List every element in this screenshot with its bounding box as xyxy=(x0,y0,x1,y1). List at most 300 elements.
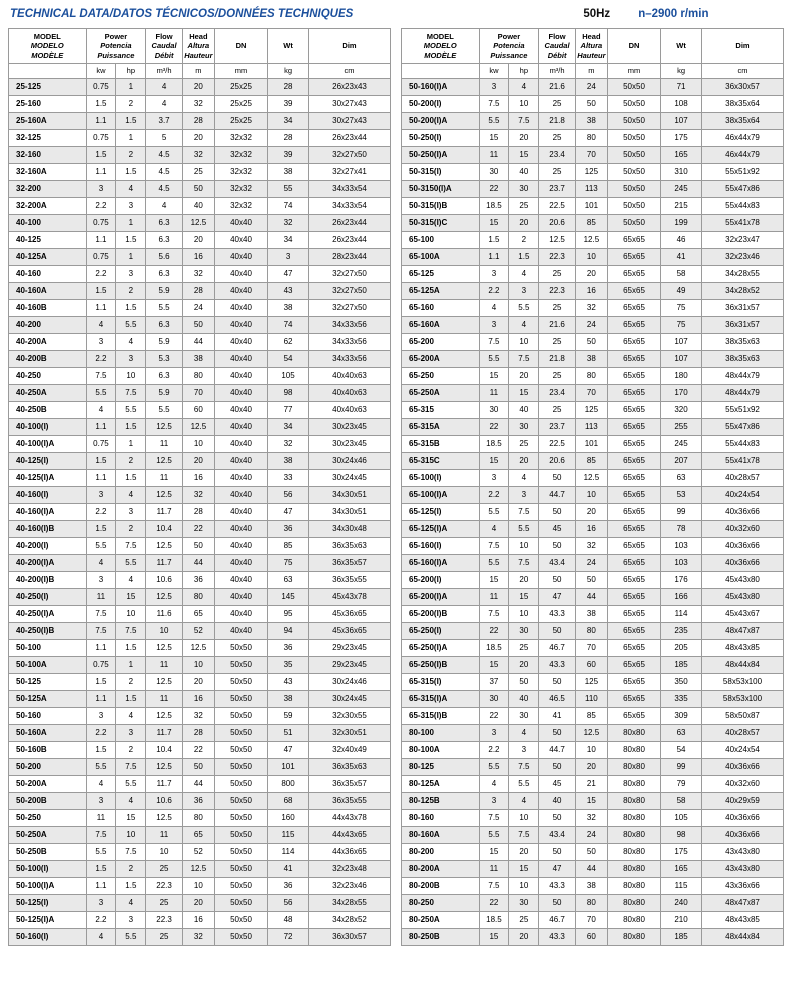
cell-model: 65-160A xyxy=(402,317,480,334)
cell-power-kw: 2.2 xyxy=(86,725,116,742)
cell-model: 40-250(I)A xyxy=(9,606,87,623)
cell-model: 40-160(I)B xyxy=(9,521,87,538)
cell-head: 38 xyxy=(575,878,607,895)
cell-power-kw: 4 xyxy=(479,776,509,793)
cell-flow: 47 xyxy=(539,589,576,606)
table-row xyxy=(402,368,784,385)
cell-head: 110 xyxy=(575,691,607,708)
cell-power-hp: 5.5 xyxy=(116,929,146,946)
cell-wt: 185 xyxy=(661,929,702,946)
cell-flow: 22.5 xyxy=(539,198,576,215)
cell-wt: 800 xyxy=(268,776,309,793)
table-row xyxy=(9,623,391,640)
cell-power-hp: 2 xyxy=(116,147,146,164)
cell-dim: 34x30x48 xyxy=(309,521,391,538)
table-row xyxy=(402,164,784,181)
cell-dn: 40x40 xyxy=(214,351,267,368)
cell-dn: 80x80 xyxy=(607,759,660,776)
cell-power-kw: 7.5 xyxy=(86,606,116,623)
cell-model: 40-100 xyxy=(9,215,87,232)
cell-dim: 38x35x63 xyxy=(702,351,784,368)
table-row xyxy=(402,895,784,912)
cell-power-kw: 7.5 xyxy=(86,827,116,844)
cell-wt: 94 xyxy=(268,623,309,640)
cell-flow: 4.5 xyxy=(146,181,183,198)
cell-power-kw: 30 xyxy=(479,691,509,708)
cell-flow: 10.4 xyxy=(146,521,183,538)
cell-model: 65-200(I) xyxy=(402,572,480,589)
cell-power-hp: 4 xyxy=(509,317,539,334)
cell-model: 50-250B xyxy=(9,844,87,861)
cell-dim: 40x36x66 xyxy=(702,827,784,844)
cell-model: 80-200B xyxy=(402,878,480,895)
cell-flow: 11 xyxy=(146,691,183,708)
cell-head: 20 xyxy=(575,266,607,283)
unit-head: m xyxy=(182,64,214,79)
cell-power-kw: 3 xyxy=(479,317,509,334)
cell-model: 65-315(I) xyxy=(402,674,480,691)
cell-power-kw: 1.5 xyxy=(86,283,116,300)
cell-dim: 34x30x51 xyxy=(309,504,391,521)
cell-model: 65-160(I)A xyxy=(402,555,480,572)
cell-power-kw: 11 xyxy=(479,147,509,164)
table-row xyxy=(402,249,784,266)
cell-model: 50-200(I)A xyxy=(402,113,480,130)
table-row xyxy=(402,912,784,929)
unit-model xyxy=(402,64,480,79)
cell-power-kw: 5.5 xyxy=(479,759,509,776)
cell-flow: 4 xyxy=(146,79,183,96)
cell-wt: 32 xyxy=(268,215,309,232)
cell-head: 101 xyxy=(575,436,607,453)
cell-dim: 48x44x84 xyxy=(702,929,784,946)
cell-model: 65-200(I)A xyxy=(402,589,480,606)
cell-power-hp: 40 xyxy=(509,691,539,708)
cell-power-hp: 25 xyxy=(509,436,539,453)
unit-power-kw: kw xyxy=(479,64,509,79)
cell-power-hp: 3 xyxy=(509,742,539,759)
cell-wt: 34 xyxy=(268,113,309,130)
cell-model: 65-315A xyxy=(402,419,480,436)
cell-power-hp: 3 xyxy=(509,487,539,504)
cell-flow: 43.3 xyxy=(539,878,576,895)
cell-power-hp: 5.5 xyxy=(116,776,146,793)
cell-dim: 32x23x46 xyxy=(309,878,391,895)
cell-head: 85 xyxy=(575,215,607,232)
table-row xyxy=(9,759,391,776)
cell-power-kw: 0.75 xyxy=(86,130,116,147)
cell-head: 20 xyxy=(575,504,607,521)
cell-wt: 175 xyxy=(661,844,702,861)
cell-head: 50 xyxy=(575,334,607,351)
cell-flow: 23.4 xyxy=(539,147,576,164)
cell-dn: 65x65 xyxy=(607,249,660,266)
cell-power-hp: 3 xyxy=(116,198,146,215)
cell-power-hp: 7.5 xyxy=(509,113,539,130)
cell-flow: 50 xyxy=(539,538,576,555)
cell-flow: 10 xyxy=(146,844,183,861)
cell-power-kw: 4 xyxy=(479,521,509,538)
cell-dim: 48x43x85 xyxy=(702,912,784,929)
cell-model: 50-160(I)A xyxy=(402,79,480,96)
cell-model: 50-200 xyxy=(9,759,87,776)
cell-power-hp: 10 xyxy=(509,538,539,555)
cell-wt: 175 xyxy=(661,130,702,147)
cell-model: 50-125(I)A xyxy=(9,912,87,929)
cell-wt: 350 xyxy=(661,674,702,691)
table-row xyxy=(402,691,784,708)
cell-dn: 50x50 xyxy=(607,130,660,147)
cell-dn: 50x50 xyxy=(214,793,267,810)
cell-model: 80-125 xyxy=(402,759,480,776)
cell-power-hp: 10 xyxy=(509,334,539,351)
table-row xyxy=(9,232,391,249)
cell-head: 12.5 xyxy=(182,419,214,436)
table-row xyxy=(9,487,391,504)
cell-power-hp: 4 xyxy=(509,470,539,487)
cell-flow: 25 xyxy=(539,402,576,419)
cell-flow: 10.4 xyxy=(146,742,183,759)
cell-wt: 75 xyxy=(661,317,702,334)
cell-head: 10 xyxy=(575,742,607,759)
cell-dn: 40x40 xyxy=(214,487,267,504)
column-header-dim: Dim xyxy=(309,29,391,64)
cell-dn: 65x65 xyxy=(607,266,660,283)
cell-power-hp: 30 xyxy=(509,708,539,725)
table-row xyxy=(9,79,391,96)
cell-power-hp: 7.5 xyxy=(509,351,539,368)
cell-wt: 68 xyxy=(268,793,309,810)
cell-dim: 34x33x54 xyxy=(309,198,391,215)
cell-power-hp: 20 xyxy=(509,130,539,147)
cell-wt: 165 xyxy=(661,147,702,164)
cell-wt: 38 xyxy=(268,691,309,708)
cell-model: 80-200 xyxy=(402,844,480,861)
cell-dim: 36x31x57 xyxy=(702,300,784,317)
cell-dim: 32x40x49 xyxy=(309,742,391,759)
cell-dn: 80x80 xyxy=(607,793,660,810)
cell-dim: 36x35x55 xyxy=(309,793,391,810)
cell-wt: 170 xyxy=(661,385,702,402)
cell-head: 12.5 xyxy=(182,640,214,657)
cell-wt: 108 xyxy=(661,96,702,113)
cell-power-hp: 20 xyxy=(509,844,539,861)
cell-dim: 30x24x46 xyxy=(309,453,391,470)
table-row xyxy=(402,623,784,640)
cell-head: 32 xyxy=(182,266,214,283)
table-row xyxy=(9,810,391,827)
cell-power-hp: 15 xyxy=(509,861,539,878)
cell-power-kw: 2.2 xyxy=(86,912,116,929)
cell-dim: 34x33x56 xyxy=(309,334,391,351)
table-row xyxy=(402,708,784,725)
cell-head: 38 xyxy=(575,351,607,368)
table-row xyxy=(9,708,391,725)
cell-model: 32-160 xyxy=(9,147,87,164)
cell-flow: 46.7 xyxy=(539,912,576,929)
cell-dim: 36x30x57 xyxy=(309,929,391,946)
cell-dim: 34x30x51 xyxy=(309,487,391,504)
table-body-right xyxy=(402,79,784,946)
cell-flow: 40 xyxy=(539,793,576,810)
table-row xyxy=(402,385,784,402)
cell-head: 16 xyxy=(575,283,607,300)
cell-power-kw: 18.5 xyxy=(479,912,509,929)
cell-model: 40-125(I) xyxy=(9,453,87,470)
cell-dn: 40x40 xyxy=(214,232,267,249)
cell-head: 10 xyxy=(182,436,214,453)
cell-wt: 107 xyxy=(661,351,702,368)
cell-flow: 45 xyxy=(539,521,576,538)
cell-power-hp: 7.5 xyxy=(509,827,539,844)
cell-flow: 12.5 xyxy=(146,453,183,470)
cell-head: 16 xyxy=(182,912,214,929)
cell-dim: 38x35x63 xyxy=(702,334,784,351)
cell-dn: 40x40 xyxy=(214,368,267,385)
table-unit-row xyxy=(9,64,391,79)
cell-model: 50-160B xyxy=(9,742,87,759)
cell-dim: 32x27x50 xyxy=(309,266,391,283)
cell-power-hp: 1 xyxy=(116,130,146,147)
cell-wt: 74 xyxy=(268,317,309,334)
cell-power-hp: 2 xyxy=(116,674,146,691)
cell-wt: 28 xyxy=(268,79,309,96)
cell-wt: 54 xyxy=(268,351,309,368)
cell-model: 50-160 xyxy=(9,708,87,725)
table-row xyxy=(402,776,784,793)
cell-power-kw: 4 xyxy=(86,317,116,334)
cell-power-kw: 0.75 xyxy=(86,657,116,674)
cell-dn: 65x65 xyxy=(607,589,660,606)
table-row xyxy=(402,487,784,504)
column-header-flow: Flow Caudal Débit xyxy=(146,29,183,64)
cell-dn: 50x50 xyxy=(214,827,267,844)
cell-dim: 40x40x63 xyxy=(309,368,391,385)
cell-dim: 26x23x44 xyxy=(309,215,391,232)
cell-model: 50-100A xyxy=(9,657,87,674)
cell-flow: 10.6 xyxy=(146,793,183,810)
cell-head: 22 xyxy=(182,742,214,759)
cell-power-kw: 7.5 xyxy=(479,538,509,555)
cell-flow: 50 xyxy=(539,759,576,776)
cell-dim: 34x28x52 xyxy=(309,912,391,929)
cell-wt: 99 xyxy=(661,504,702,521)
cell-flow: 11.7 xyxy=(146,725,183,742)
cell-dn: 50x50 xyxy=(607,181,660,198)
cell-model: 50-315(I)B xyxy=(402,198,480,215)
cell-model: 65-160 xyxy=(402,300,480,317)
cell-wt: 98 xyxy=(661,827,702,844)
table-row xyxy=(9,657,391,674)
cell-dn: 25x25 xyxy=(214,79,267,96)
cell-head: 80 xyxy=(182,589,214,606)
unit-head: m xyxy=(575,64,607,79)
cell-dn: 32x32 xyxy=(214,130,267,147)
cell-dn: 65x65 xyxy=(607,470,660,487)
cell-dim: 55x47x86 xyxy=(702,419,784,436)
cell-power-kw: 15 xyxy=(479,453,509,470)
table-header-row xyxy=(402,29,784,64)
cell-power-hp: 20 xyxy=(509,929,539,946)
cell-power-kw: 22 xyxy=(479,419,509,436)
table-row xyxy=(402,589,784,606)
cell-head: 20 xyxy=(182,79,214,96)
cell-flow: 50 xyxy=(539,725,576,742)
cell-head: 25 xyxy=(182,164,214,181)
cell-power-hp: 4 xyxy=(116,895,146,912)
cell-flow: 11.7 xyxy=(146,555,183,572)
cell-dn: 80x80 xyxy=(607,895,660,912)
cell-dim: 48x47x87 xyxy=(702,895,784,912)
cell-head: 50 xyxy=(182,181,214,198)
cell-flow: 25 xyxy=(539,334,576,351)
unit-wt: kg xyxy=(268,64,309,79)
cell-dn: 80x80 xyxy=(607,725,660,742)
cell-head: 32 xyxy=(182,487,214,504)
cell-wt: 205 xyxy=(661,640,702,657)
cell-power-hp: 7.5 xyxy=(509,759,539,776)
cell-flow: 50 xyxy=(539,844,576,861)
cell-head: 65 xyxy=(182,606,214,623)
cell-dim: 40x36x66 xyxy=(702,555,784,572)
table-row xyxy=(402,810,784,827)
table-row xyxy=(9,691,391,708)
cell-model: 80-160A xyxy=(402,827,480,844)
table-row xyxy=(402,640,784,657)
cell-wt: 107 xyxy=(661,113,702,130)
cell-dim: 32x23x47 xyxy=(702,232,784,249)
cell-head: 20 xyxy=(182,895,214,912)
cell-dim: 45x43x78 xyxy=(309,589,391,606)
cell-power-kw: 15 xyxy=(479,844,509,861)
cell-power-kw: 15 xyxy=(479,130,509,147)
cell-power-hp: 1.5 xyxy=(116,470,146,487)
cell-model: 65-315B xyxy=(402,436,480,453)
cell-dn: 65x65 xyxy=(607,232,660,249)
cell-dim: 40x36x66 xyxy=(702,504,784,521)
cell-power-hp: 20 xyxy=(509,215,539,232)
cell-power-kw: 2.2 xyxy=(86,504,116,521)
cell-power-kw: 7.5 xyxy=(479,334,509,351)
cell-head: 28 xyxy=(182,283,214,300)
cell-dn: 65x65 xyxy=(607,351,660,368)
cell-dim: 40x36x66 xyxy=(702,810,784,827)
cell-model: 65-125 xyxy=(402,266,480,283)
cell-power-hp: 3 xyxy=(116,504,146,521)
cell-power-kw: 22 xyxy=(479,708,509,725)
cell-head: 24 xyxy=(575,827,607,844)
table-body-left xyxy=(9,79,391,946)
cell-power-hp: 5.5 xyxy=(509,521,539,538)
cell-dim: 55x41x78 xyxy=(702,215,784,232)
cell-model: 65-250(I)B xyxy=(402,657,480,674)
cell-power-hp: 10 xyxy=(509,606,539,623)
table-row xyxy=(402,79,784,96)
cell-flow: 25 xyxy=(146,895,183,912)
cell-dim: 55x41x78 xyxy=(702,453,784,470)
cell-model: 80-250B xyxy=(402,929,480,946)
cell-power-hp: 15 xyxy=(116,810,146,827)
cell-head: 24 xyxy=(575,79,607,96)
cell-model: 65-125(I) xyxy=(402,504,480,521)
cell-model: 50-250A xyxy=(9,827,87,844)
cell-flow: 21.6 xyxy=(539,79,576,96)
cell-dim: 58x53x100 xyxy=(702,691,784,708)
cell-dn: 65x65 xyxy=(607,691,660,708)
cell-flow: 12.5 xyxy=(146,538,183,555)
cell-dim: 30x23x45 xyxy=(309,436,391,453)
unit-power-kw: kw xyxy=(86,64,116,79)
cell-wt: 38 xyxy=(268,300,309,317)
cell-model: 50-315(I)C xyxy=(402,215,480,232)
cell-dn: 65x65 xyxy=(607,317,660,334)
cell-head: 44 xyxy=(575,589,607,606)
cell-model: 40-250B xyxy=(9,402,87,419)
cell-wt: 54 xyxy=(661,742,702,759)
cell-head: 70 xyxy=(182,385,214,402)
cell-dn: 50x50 xyxy=(214,912,267,929)
cell-model: 65-100A xyxy=(402,249,480,266)
cell-head: 65 xyxy=(182,827,214,844)
cell-flow: 6.3 xyxy=(146,232,183,249)
cell-power-hp: 1 xyxy=(116,657,146,674)
cell-flow: 23.7 xyxy=(539,181,576,198)
cell-head: 32 xyxy=(182,147,214,164)
cell-flow: 41 xyxy=(539,708,576,725)
cell-head: 10 xyxy=(182,878,214,895)
cell-dim: 40x36x66 xyxy=(702,538,784,555)
cell-dim: 48x44x79 xyxy=(702,385,784,402)
table-row xyxy=(9,266,391,283)
cell-model: 65-100(I)A xyxy=(402,487,480,504)
table-row xyxy=(9,130,391,147)
cell-head: 60 xyxy=(182,402,214,419)
cell-head: 101 xyxy=(575,198,607,215)
cell-power-kw: 3 xyxy=(479,470,509,487)
cell-flow: 5.5 xyxy=(146,402,183,419)
cell-wt: 255 xyxy=(661,419,702,436)
cell-flow: 11 xyxy=(146,436,183,453)
cell-dn: 50x50 xyxy=(607,147,660,164)
cell-flow: 12.5 xyxy=(146,419,183,436)
cell-dim: 45x43x67 xyxy=(702,606,784,623)
cell-dn: 65x65 xyxy=(607,453,660,470)
cell-head: 113 xyxy=(575,181,607,198)
cell-wt: 245 xyxy=(661,181,702,198)
cell-power-hp: 1 xyxy=(116,249,146,266)
cell-model: 50-125A xyxy=(9,691,87,708)
cell-head: 113 xyxy=(575,419,607,436)
table-row xyxy=(9,351,391,368)
table-row xyxy=(402,606,784,623)
table-row xyxy=(402,538,784,555)
table-row xyxy=(9,198,391,215)
cell-dn: 32x32 xyxy=(214,147,267,164)
table-row xyxy=(9,827,391,844)
cell-model: 50-100 xyxy=(9,640,87,657)
table-row xyxy=(402,181,784,198)
table-row xyxy=(9,283,391,300)
table-row xyxy=(9,640,391,657)
cell-dim: 44x36x65 xyxy=(309,844,391,861)
cell-wt: 207 xyxy=(661,453,702,470)
cell-wt: 34 xyxy=(268,232,309,249)
table-row xyxy=(402,674,784,691)
cell-dim: 30x23x45 xyxy=(309,419,391,436)
cell-power-kw: 5.5 xyxy=(86,759,116,776)
cell-dim: 32x30x51 xyxy=(309,725,391,742)
cell-model: 50-160(I) xyxy=(9,929,87,946)
